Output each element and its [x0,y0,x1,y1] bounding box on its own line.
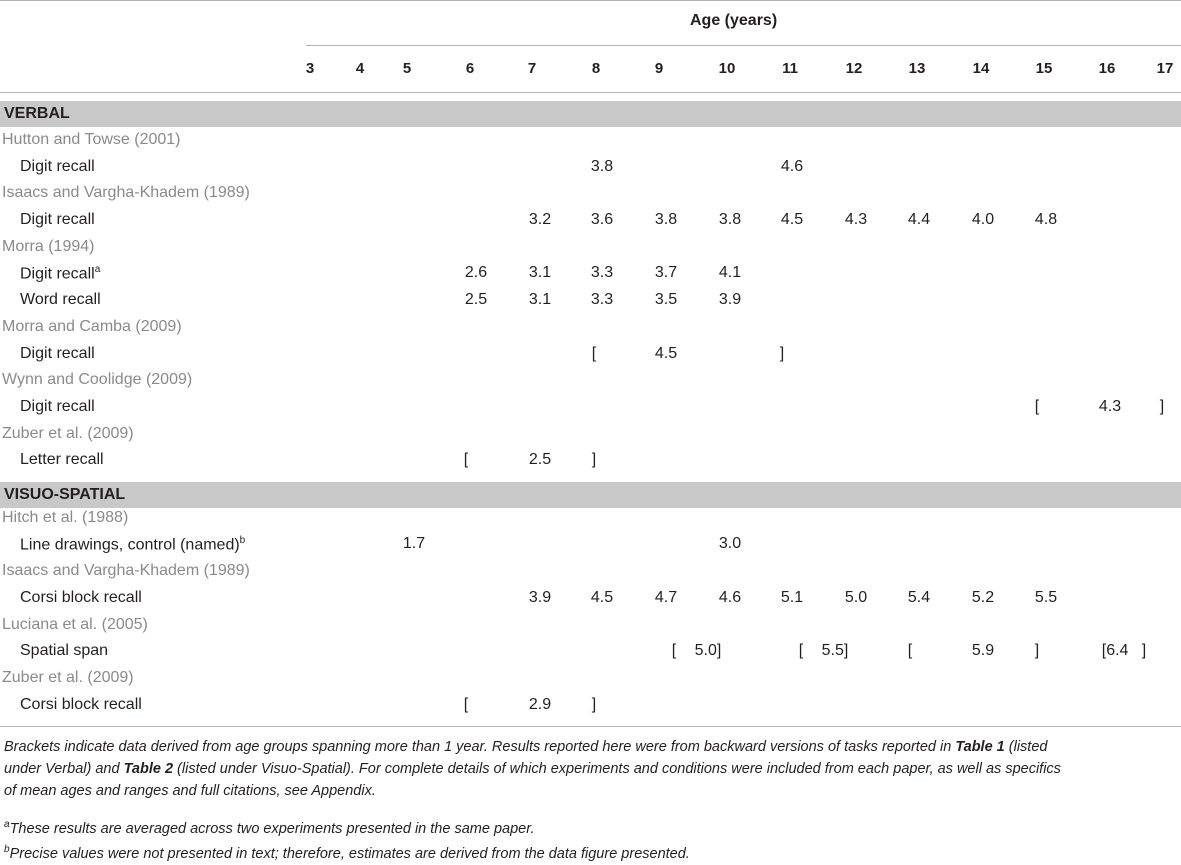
value-cell: 3.9 [718,291,742,308]
row-text: Isaacs and Vargha-Khadem (1989) [2,184,250,201]
age-column-8: 8 [591,60,601,77]
task-label [20,211,95,229]
row-text: Word recall [20,291,101,308]
value-cell: 4.0 [971,211,995,228]
study-citation [2,318,182,336]
age-column-11: 11 [782,60,798,77]
value-cell: ] [1034,642,1040,659]
value-cell: 3.9 [528,589,552,606]
row-text: Wynn and Coolidge (2009) [2,371,193,388]
age-column-7: 7 [527,60,537,77]
footnote-a-text: These results are averaged across two experiments presented in the same paper. [9,820,535,837]
table-bottom-rule [0,726,1181,727]
section-label-visuo: VISUO-SPATIAL [4,486,126,503]
section-bar-verbal [0,101,1181,127]
value-cell: 5.2 [971,589,995,606]
footnote-text: (listed [1004,739,1048,755]
value-cell: 4.8 [1034,211,1058,228]
row-text: Digit recall [20,265,95,283]
row-text: Isaacs and Vargha-Khadem (1989) [2,562,250,579]
row-text: Digit recall [20,398,95,415]
task-label [20,291,101,309]
value-cell: 2.5 [528,451,552,468]
age-column-10: 10 [718,60,736,77]
value-cell: 3.6 [590,211,614,228]
row-text: Corsi block recall [20,589,142,606]
top-rule [0,0,1181,1]
value-cell: 4.4 [907,211,931,228]
table-1-ref: Table 1 [955,739,1005,755]
age-column-14: 14 [972,60,990,77]
row-text: Digit recall [20,158,95,175]
study-citation [2,669,134,687]
task-label [20,158,95,176]
value-cell: ] [591,451,597,468]
footnote-marker: a [94,264,101,275]
value-cell: 4.7 [654,589,678,606]
study-citation [2,371,192,389]
age-column-9: 9 [654,60,664,77]
footnote-text: of mean ages and ranges and full citations, see Appendix. [4,783,376,799]
age-column-5: 5 [402,60,412,77]
value-cell: [ [591,345,597,362]
value-cell: 5.5] [821,642,849,659]
value-cell: 3.8 [654,211,678,228]
age-column-16: 16 [1098,60,1116,77]
value-cell: 2.9 [528,696,552,713]
value-cell: 3.8 [718,211,742,228]
age-column-15: 15 [1035,60,1053,77]
age-column-4: 4 [355,60,365,77]
task-label [20,398,95,416]
value-cell: 4.6 [718,589,742,606]
study-citation [2,509,128,527]
value-cell: 4.3 [1098,398,1122,415]
value-cell: [ [671,642,677,659]
value-cell: 5.0] [694,642,722,659]
study-citation [2,238,94,256]
age-column-6: 6 [465,60,475,77]
task-label [20,535,245,554]
age-header-rule [306,45,1181,46]
footnote-text: Brackets indicate data derived from age groups spanning more than 1 year. Results reported here were from backward versions of tasks reported in [4,739,956,755]
value-cell: [ [463,451,469,468]
age-column-3: 3 [305,60,315,77]
value-cell: 5.5 [1034,589,1058,606]
value-cell: 3.1 [528,264,552,281]
row-text: Zuber et al. (2009) [2,669,134,686]
value-cell: ] [1159,398,1165,415]
row-text: Corsi block recall [20,696,142,713]
row-text: Digit recall [20,211,95,228]
value-cell: 3.2 [528,211,552,228]
study-citation [2,616,148,634]
row-text: Spatial span [20,642,109,659]
value-cell: 3.8 [590,158,614,175]
value-cell: 4.5 [590,589,614,606]
row-text: Morra (1994) [2,238,95,255]
row-text: Zuber et al. (2009) [2,425,134,442]
value-cell: 3.0 [718,535,742,552]
value-cell: 4.6 [780,158,804,175]
section-label-verbal: VERBAL [4,105,70,122]
footnote-marker: b [239,535,246,546]
value-cell: 2.5 [464,291,488,308]
value-cell: 3.5 [654,291,678,308]
row-text: Hitch et al. (1988) [2,509,129,526]
footnote-text: (listed under Visuo-Spatial). For complete details of which experiments and conditions were included from each paper, as well as specifics [173,761,1061,777]
table-2-ref: Table 2 [123,761,174,777]
value-cell: 1.7 [402,535,426,552]
task-label [20,589,142,607]
task-label [20,696,142,714]
age-column-17: 17 [1156,60,1174,77]
value-cell: 4.5 [780,211,804,228]
age-header: Age (years) [690,12,778,29]
row-text: Luciana et al. (2005) [2,616,148,633]
value-cell: 4.5 [654,345,678,362]
value-cell: 4.3 [844,211,868,228]
value-cell: ] [779,345,785,362]
section-bar-visuo [0,482,1181,508]
header-bottom-rule [0,92,1181,93]
value-cell: [ [798,642,804,659]
footnote-brackets [4,736,1181,802]
value-cell: [ [907,642,913,659]
value-cell: 2.6 [464,264,488,281]
row-text: Line drawings, control (named) [20,536,240,554]
study-citation [2,562,250,580]
study-citation [2,184,250,202]
value-cell: 5.0 [844,589,868,606]
value-cell: ] [591,696,597,713]
row-text: Letter recall [20,451,104,468]
age-column-13: 13 [908,60,926,77]
footnote-b-text: Precise values were not presented in text; therefore, estimates are derived from the data figure presented. [9,845,690,862]
study-citation [2,425,134,443]
footnote-text: under Verbal) and [4,761,124,777]
value-cell: 5.1 [780,589,804,606]
value-cell: 3.3 [590,291,614,308]
row-text: Digit recall [20,345,95,362]
task-label [20,345,95,363]
footnote-b-mark: b [4,844,10,855]
value-cell: 3.7 [654,264,678,281]
value-cell: 3.1 [528,291,552,308]
task-label [20,264,100,283]
task-label [20,642,108,660]
row-text: Morra and Camba (2009) [2,318,182,335]
value-cell: [ [463,696,469,713]
value-cell: 5.9 [971,642,995,659]
task-label [20,451,104,469]
value-cell: 4.1 [718,264,742,281]
footnote-a-mark: a [4,819,10,830]
value-cell: 3.3 [590,264,614,281]
value-cell: [6.4 ] [1101,642,1147,659]
age-column-12: 12 [845,60,863,77]
study-citation [2,131,180,149]
row-text: Hutton and Towse (2001) [2,131,181,148]
value-cell: [ [1034,398,1040,415]
footnote-a [4,814,535,840]
value-cell: 5.4 [907,589,931,606]
